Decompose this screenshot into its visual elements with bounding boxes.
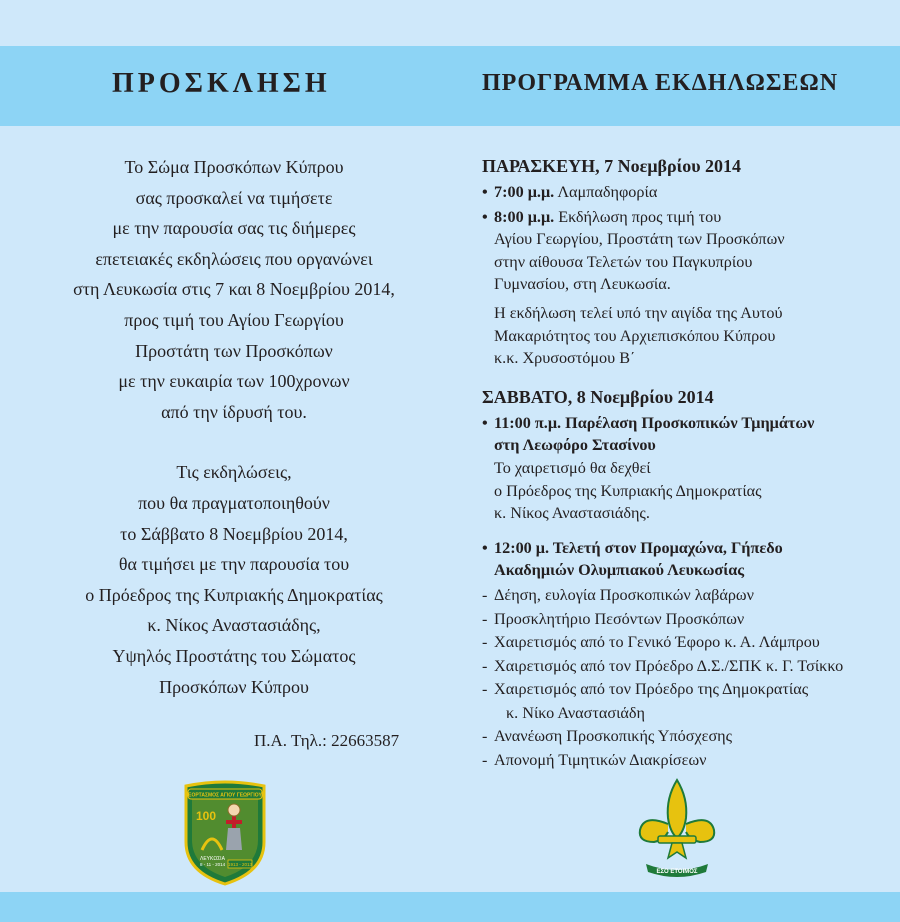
friday-item-2-text: Εκδήλωση προς τιμή του [554,207,722,226]
invitation-line: με την ευκαιρία των 100χρονων [118,371,350,392]
invitation-line: Τις εκδηλώσεις, [176,462,292,483]
friday-item-2-time: 8:00 μ.μ. [494,207,555,226]
invitation-line: θα τιμήσει με την παρουσία του [118,554,350,575]
phone-number: Π.Α. Τηλ.: 22663587 [254,731,400,750]
friday-note-line: Μακαριότητος του Αρχιεπισκόπου Κύπρου [494,326,776,345]
shield-years-text: 1913 - 2013 [227,862,253,867]
friday-item-1-text: Λαμπαδηφορία [554,183,658,201]
saturday-item-1-line: ο Πρόεδρος της Κυπριακής Δημοκρατίας [494,481,762,500]
activity-item: - Χαιρετισμός από τον Πρόεδρο Δ.Σ./ΣΠΚ κ. Γ. Τσίκκο [482,655,892,679]
activity-text: Προσκλητήριο Πεσόντων Προσκόπων [494,609,745,628]
invitation-line: στη Λευκωσία στις 7 και 8 Νοεμβρίου 2014, [73,279,395,300]
bullet-icon: • [482,538,488,557]
saturday-item-2-heading: 12:00 μ. Τελετή στον Προμαχώνα, Γήπεδο [494,538,783,557]
saturday-item-2-heading: Ακαδημιών Ολυμπιακού Λευκωσίας [494,561,745,580]
invitation-text [24,152,444,702]
invitation-line: Προσκόπων Κύπρου [159,676,309,697]
friday-item-2-line: Γυμνασίου, στη Λευκωσία. [494,275,671,294]
scout-fleur-de-lis-logo [634,776,720,880]
activity-item: - Χαιρετισμός από το Γενικό Έφορο κ. Α. Λάμπρου [482,631,892,655]
activity-item: - Προσκλητήριο Πεσόντων Προσκόπων [482,608,892,632]
ceremony-activities [482,584,892,773]
saturday-item-1-line: Το χαιρετισμό θα δεχθεί [494,458,651,477]
invitation-line: προς τιμή του Αγίου Γεωργίου [124,309,344,330]
saturday-item-2 [482,537,892,582]
activity-item: - Δέηση, ευλογία Προσκοπικών λαβάρων [482,584,892,608]
shield-date-text: 8 - 11 - 2014 [200,862,226,867]
top-band [0,0,900,46]
saturday-item-1-heading: 11:00 π.μ. Παρέλαση Προσκοπικών Τμημάτων [494,413,815,432]
shield-city-text: ΛΕΥΚΩΣΙΑ [200,856,225,862]
activity-item: - Χαιρετισμός από τον Πρόεδρο της Δημοκρατίας [482,678,892,702]
activity-item-continued [482,702,892,726]
program-schedule [482,153,892,773]
invitation-line: κ. Νίκος Αναστασιάδης, [147,615,321,636]
friday-note [482,302,892,370]
friday-note-line: κ.κ. Χρυσοστόμου Β΄ [494,349,636,368]
friday-item-2-line: Αγίου Γεωργίου, Προστάτη των Προσκόπων [494,230,785,249]
program-title: ΠΡΟΓΡΑΜΜΑ ΕΚΔΗΛΩΣΕΩΝ [482,70,839,96]
invitation-line: Το Σώμα Προσκόπων Κύπρου [124,157,344,177]
invitation-line: το Σάββατο 8 Νοεμβρίου 2014, [120,523,348,544]
invitation-line: Προστάτη των Προσκόπων [135,340,333,361]
invitation-line: που θα πραγματοποιηθούν [138,492,330,513]
bullet-icon: • [482,207,488,226]
friday-item-1-time: 7:00 μ.μ. [494,183,555,201]
activity-text: Χαιρετισμός από το Γενικό Έφορο κ. Α. Λάμπρου [494,633,820,652]
friday-item-2 [482,206,892,296]
activity-item: - Ανανέωση Προσκοπικής Υπόσχεσης [482,725,892,749]
saturday-item-1-heading: στη Λεωφόρο Στασίνου [494,436,656,455]
shield-centenary-number: 100 [196,809,217,823]
friday-title: ΠΑΡΑΣΚΕΥΗ, 7 Νοεμβρίου 2014 [482,156,742,176]
invitation-line: από την ίδρυσή του. [161,401,307,422]
saturday-item-1 [482,412,892,525]
saturday-title: ΣΑΒΒΑΤΟ, 8 Νοεμβρίου 2014 [482,386,714,407]
saturday-item-1-line: κ. Νίκος Αναστασιάδης. [494,504,650,523]
shield-banner-text: ΕΟΡΤΑΣΜΟΣ ΑΓΙΟΥ ΓΕΩΡΓΙΟΥ [188,792,262,799]
header-band [0,46,900,126]
friday-item-1 [482,181,892,204]
activity-text: Χαιρετισμός από τον Πρόεδρο της Δημοκρατίας [494,680,809,699]
bullet-icon: • [482,183,488,201]
friday-item-2-line: στην αίθουσα Τελετών του Παγκυπρίου [494,252,753,271]
invitation-line: σας προσκαλεί να τιμήσετε [135,187,333,208]
invitation-line: ο Πρόεδρος της Κυπριακής Δημοκρατίας [85,584,383,605]
activity-item: - Απονομή Τιμητικών Διακρίσεων [482,749,892,773]
scout-motto-text: ΕΣΟ ΕΤΟΙΜΟΣ [656,869,698,875]
activity-text: Ανανέωση Προσκοπικής Υπόσχεσης [494,727,733,746]
invitation-line: επετειακές εκδηλώσεις που οργανώνει [95,248,373,269]
bullet-icon: • [482,413,488,432]
invitation-line: με την παρουσία σας τις διήμερες [112,218,356,239]
activity-text: Απονομή Τιμητικών Διακρίσεων [494,751,707,770]
invitation-line: Υψηλός Προστάτης του Σώματος [112,645,356,666]
invitation-title: ΠΡΟΣΚΛΗΣΗ [112,68,331,99]
activity-text: Δέηση, ευλογία Προσκοπικών λαβάρων [494,585,754,604]
centenary-shield-logo [182,780,268,886]
friday-note-line: Η εκδήλωση τελεί υπό την αιγίδα της Αυτού [494,303,783,322]
activity-text: Χαιρετισμός από τον Πρόεδρο Δ.Σ./ΣΠΚ κ. Γ. Τσίκκο [494,656,844,675]
activity-text: κ. Νίκο Αναστασιάδη [506,703,645,722]
bottom-band [0,892,900,922]
